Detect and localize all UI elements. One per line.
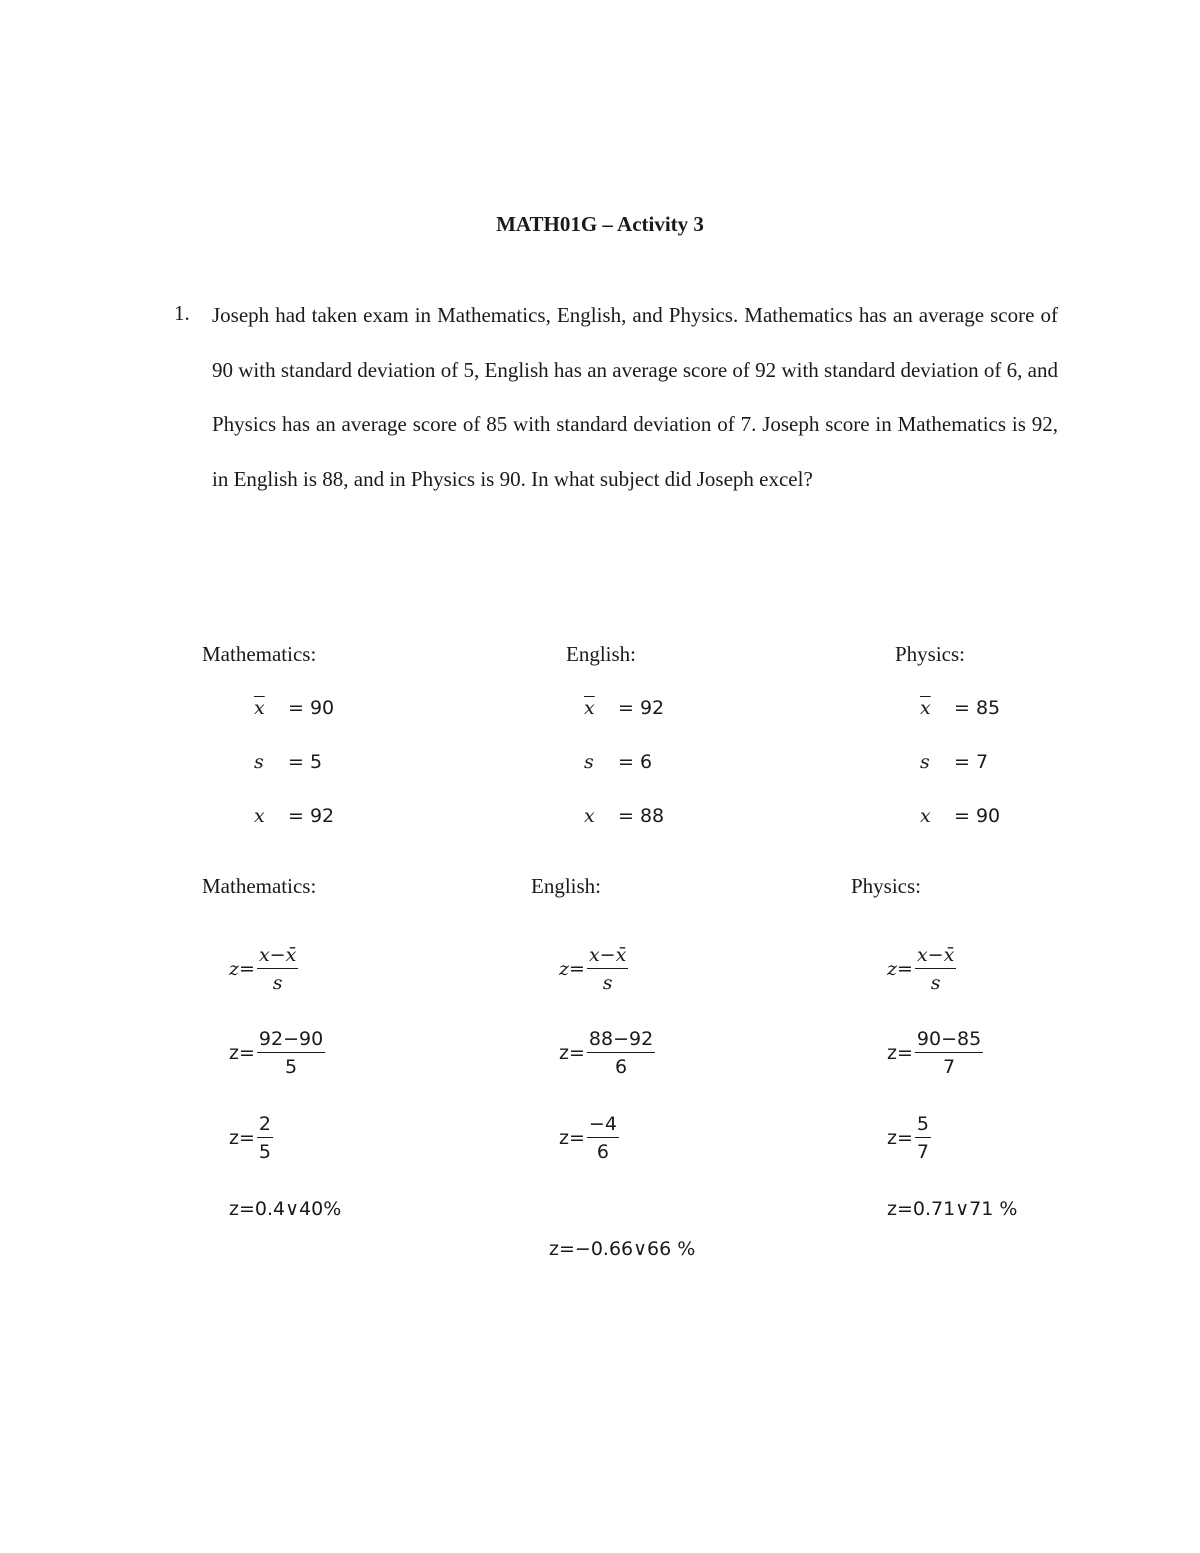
- fraction: [257, 944, 298, 994]
- denominator: 7: [916, 1141, 929, 1163]
- sd-value: = 5: [288, 751, 323, 773]
- z-prefix: z=: [887, 1127, 913, 1149]
- x-symbol: x: [920, 805, 931, 827]
- fraction: [587, 944, 628, 994]
- score-value: = 90: [954, 805, 1001, 827]
- s-symbol: s: [584, 751, 594, 773]
- s-symbol: s: [254, 751, 264, 773]
- numerator: x−x̄: [257, 944, 298, 969]
- numerator: 88−92: [587, 1028, 655, 1053]
- numerator: x−x̄: [587, 944, 628, 969]
- z-prefix: z=: [559, 958, 585, 980]
- score-value: = 88: [618, 805, 665, 827]
- fraction: [587, 1028, 655, 1078]
- givens-label-mathematics: Mathematics:: [202, 642, 317, 666]
- xbar-symbol: $\overline{x}$: [254, 697, 265, 719]
- numerator: 92−90: [257, 1028, 325, 1053]
- question-number: 1.: [174, 301, 190, 325]
- score-value: = 92: [288, 805, 335, 827]
- mean-value: = 92: [618, 697, 665, 719]
- z-formula-english: [559, 944, 628, 994]
- givens-mean-mathematics: [254, 697, 334, 719]
- denominator: s: [602, 972, 613, 994]
- z-prefix: z=: [887, 1042, 913, 1064]
- z-simplified-mathematics: [229, 1113, 273, 1163]
- z-simplified-physics: [887, 1113, 931, 1163]
- denominator: 5: [258, 1141, 271, 1163]
- z-prefix: z=: [559, 1127, 585, 1149]
- givens-score-english: [584, 805, 664, 827]
- numerator: −4: [587, 1113, 619, 1138]
- z-substitution-physics: [887, 1028, 983, 1078]
- x-symbol: x: [254, 805, 265, 827]
- solution-label-physics: Physics:: [851, 874, 922, 898]
- denominator: s: [272, 972, 283, 994]
- s-symbol: s: [920, 751, 930, 773]
- z-prefix: z=: [229, 958, 255, 980]
- z-formula-physics: [887, 944, 956, 994]
- z-prefix: z=: [229, 1127, 255, 1149]
- givens-label-physics: Physics:: [895, 642, 966, 666]
- givens-sd-english: [584, 751, 652, 773]
- givens-score-physics: [920, 805, 1000, 827]
- fraction: [915, 1113, 931, 1163]
- z-result-physics: z=0.71∨71 %: [887, 1198, 1018, 1220]
- fraction: [915, 1028, 983, 1078]
- fraction: [915, 944, 956, 994]
- fraction: [587, 1113, 619, 1163]
- givens-sd-mathematics: [254, 751, 322, 773]
- z-simplified-english: [559, 1113, 619, 1163]
- z-formula-mathematics: [229, 944, 298, 994]
- givens-label-english: English:: [566, 642, 637, 666]
- denominator: s: [930, 972, 941, 994]
- z-result-mathematics: z=0.4∨40%: [229, 1198, 342, 1220]
- xbar-symbol: $\overline{x}$: [920, 697, 931, 719]
- denominator: 6: [615, 1056, 628, 1078]
- denominator: 7: [943, 1056, 956, 1078]
- x-symbol: x: [584, 805, 595, 827]
- xbar-symbol: $\overline{x}$: [584, 697, 595, 719]
- denominator: 6: [596, 1141, 609, 1163]
- question-text: Joseph had taken exam in Mathematics, English, and Physics. Mathematics has an average score of 90 with standard deviation of 5, English has an average score of 92 with standard deviation of 6, and Physics has an average score of 85 with standard deviation of 7. Joseph score in Mathematics is 92, in English is 88, and in Physics is 90. In what subject did Joseph excel?: [212, 303, 1058, 491]
- mean-value: = 90: [288, 697, 335, 719]
- numerator: 2: [257, 1113, 273, 1138]
- z-substitution-mathematics: [229, 1028, 325, 1078]
- fraction: [257, 1028, 325, 1078]
- page-title: MATH01G – Activity 3: [496, 212, 704, 236]
- solution-label-mathematics: Mathematics:: [202, 874, 317, 898]
- numerator: 90−85: [915, 1028, 983, 1053]
- givens-sd-physics: [920, 751, 988, 773]
- z-prefix: z=: [229, 1042, 255, 1064]
- numerator: 5: [915, 1113, 931, 1138]
- sd-value: = 6: [618, 751, 653, 773]
- denominator: 5: [285, 1056, 298, 1078]
- givens-mean-english: [584, 697, 664, 719]
- z-prefix: z=: [887, 958, 913, 980]
- z-result-english: z=−0.66∨66 %: [549, 1238, 696, 1260]
- fraction: [257, 1113, 273, 1163]
- givens-score-mathematics: [254, 805, 334, 827]
- solution-label-english: English:: [531, 874, 602, 898]
- mean-value: = 85: [954, 697, 1001, 719]
- sd-value: = 7: [954, 751, 989, 773]
- numerator: x−x̄: [915, 944, 956, 969]
- givens-mean-physics: [920, 697, 1000, 719]
- z-substitution-english: [559, 1028, 655, 1078]
- z-prefix: z=: [559, 1042, 585, 1064]
